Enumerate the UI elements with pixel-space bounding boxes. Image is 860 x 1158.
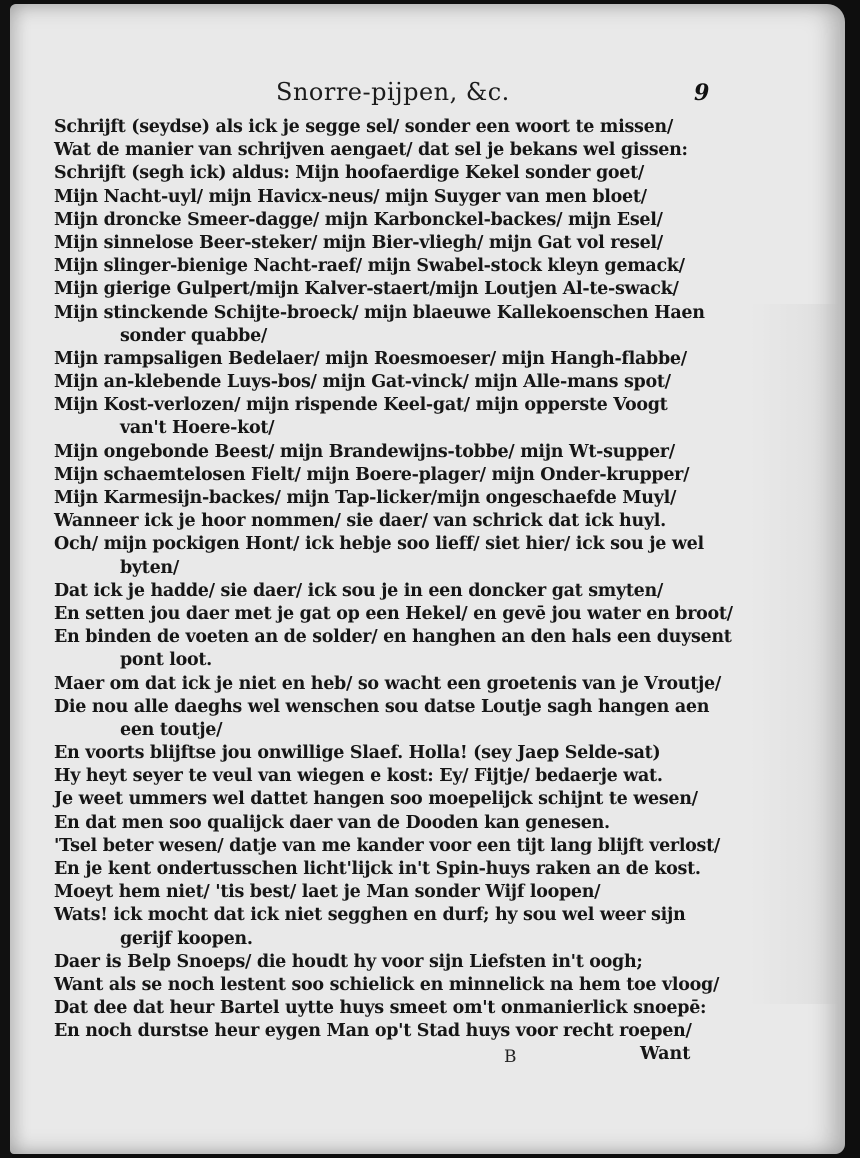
text-line: En voorts blijftse jou onwillige Slaef. Holla! (sey Jaep Selde-sat) [54,743,661,764]
text-line: Wats! ick mocht dat ick niet segghen en durf; hy sou wel weer sijn [54,905,686,926]
text-line: Och/ mijn pockigen Hont/ ick hebje soo lieff/ siet hier/ ick sou je wel [54,534,704,555]
show-through-shadow [750,304,840,1004]
page-number: 9 [694,80,710,106]
text-line: Mijn gierige Gulpert/mijn Kalver-staert/mijn Loutjen Al-te-swack/ [54,279,679,300]
text-line: sonder quabbe/ [120,325,268,346]
text-line: Schrijft (segh ick) aldus: Mijn hoofaerdige Kekel sonder goet/ [54,163,645,184]
text-line: 'Tsel beter wesen/ datje van me kander voor een tijt lang blijft verlost/ [54,835,720,856]
text-line: Mijn Nacht-uyl/ mijn Havicx-neus/ mijn Suyger van men bloet/ [54,186,647,207]
text-line: Maer om dat ick je niet en heb/ so wacht een groetenis van je Vroutje/ [54,673,721,694]
signature-mark: B [504,1047,517,1067]
text-line: Mijn Kost-verlozen/ mijn rispende Keel-gat/ mijn opperste Voogt [54,395,668,416]
text-line: Mijn droncke Smeer-dagge/ mijn Karbonckel-backes/ mijn Esel/ [54,209,663,230]
text-line: Mijn ongebonde Beest/ mijn Brandewijns-tobbe/ mijn Wt-supper/ [54,441,675,462]
text-line: Je weet ummers wel dattet hangen soo moepelijck schijnt te wesen/ [54,789,698,810]
page-body-text [54,116,733,1044]
text-line: Dat ick je hadde/ sie daer/ ick sou je in een doncker gat smyten/ [54,580,664,601]
text-line: En je kent ondertusschen licht'lijck in't Spin-huys raken an de kost. [54,859,701,879]
text-line: Moeyt hem niet/ 'tis best/ laet je Man sonder Wijf loopen/ [54,882,601,903]
text-line: Mijn schaemtelosen Fielt/ mijn Boere-plager/ mijn Onder-krupper/ [54,464,690,485]
text-line: Wat de manier van schrijven aengaet/ dat sel je bekans wel gissen: [54,140,688,161]
text-line: Mijn sinnelose Beer-steker/ mijn Bier-vliegh/ mijn Gat vol resel/ [54,232,663,253]
text-line: van't Hoere-kot/ [120,418,275,439]
text-line: En dat men soo qualijck daer van de Dooden kan genesen. [54,812,610,833]
text-line: Mijn rampsaligen Bedelaer/ mijn Roesmoeser/ mijn Hangh-flabbe/ [54,348,687,369]
running-head: Snorre-pijpen, &c. [276,78,510,106]
text-line: Die nou alle daeghs wel wenschen sou datse Loutje sagh hangen aen [54,696,710,717]
text-line: Wanneer ick je hoor nommen/ sie daer/ van schrick dat ick huyl. [54,511,666,532]
text-line: een toutje/ [120,719,223,740]
text-line: Mijn an-klebende Luys-bos/ mijn Gat-vinck/ mijn Alle-mans spot/ [54,372,671,393]
text-line: byten/ [120,557,179,578]
text-line: En binden de voeten an de solder/ en hanghen an den hals een duysent [54,627,732,648]
text-line: Mijn stinckende Schijte-broeck/ mijn blaeuwe Kallekoenschen Haen [54,302,705,323]
text-line: pont loot. [120,650,212,671]
catchword: Want [640,1044,691,1064]
text-line: En setten jou daer met je gat op een Hekel/ en gevē jou water en broot/ [54,603,733,624]
text-line: Schrijft (seydse) als ick je segge sel/ sonder een woort te missen/ [54,117,673,137]
text-line: Dat dee dat heur Bartel uytte huys smeet om't onmanierlick snoepē: [54,998,707,1019]
text-line: Hy heyt seyer te veul van wiegen e kost: Ey/ Fijtje/ bedaerje wat. [54,766,663,787]
text-line: En noch durstse heur eygen Man op't Stad huys voor recht roepen/ [54,1021,692,1042]
text-line: Want als se noch lestent soo schielick en minnelick na hem toe vloog/ [54,974,720,995]
text-line: Mijn slinger-bienige Nacht-raef/ mijn Swabel-stock kleyn gemack/ [54,256,685,277]
text-line: gerijf koopen. [120,928,253,949]
text-line: Daer is Belp Snoeps/ die houdt hy voor sijn Liefsten in't oogh; [54,951,643,972]
text-line: Mijn Karmesijn-backes/ mijn Tap-licker/mijn ongeschaefde Muyl/ [54,488,677,508]
